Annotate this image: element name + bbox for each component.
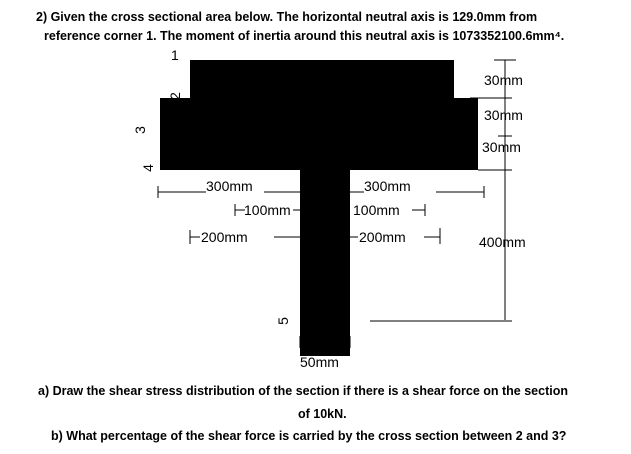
dim-right-30mm-bottom: 30mm (482, 139, 521, 155)
cross-section-shape (160, 60, 478, 356)
part-a-line-1: a) Draw the shear stress distribution of the section if there is a shear force on the section (38, 384, 568, 398)
corner-label-2: 2 (166, 92, 183, 100)
dim-left-300mm: 300mm (206, 178, 253, 194)
dim-left-200mm: 200mm (201, 229, 248, 245)
dim-left-100mm: 100mm (244, 202, 291, 218)
corner-label-1: 1 (171, 47, 179, 63)
corner-label-4: 4 (139, 164, 156, 172)
problem-line-1: 2) Given the cross sectional area below. The horizontal neutral axis is 129.0mm from (36, 10, 538, 24)
dim-right-30mm-mid: 30mm (484, 107, 523, 123)
dim-bottom-50mm: 50mm (300, 354, 339, 370)
dim-right-300mm: 300mm (364, 178, 411, 194)
dim-right-400mm: 400mm (479, 234, 526, 250)
dim-right-200mm: 200mm (359, 229, 406, 245)
dim-right-100mm: 100mm (353, 202, 400, 218)
part-a-line-2: of 10kN. (298, 407, 347, 421)
corner-label-5: 5 (274, 317, 291, 325)
dim-right-30mm-top: 30mm (484, 72, 523, 88)
part-b: b) What percentage of the shear force is carried by the cross section between 2 and 3? (51, 429, 567, 443)
problem-line-2: reference corner 1. The moment of inertia around this neutral axis is 1073352100.6mm⁴. (44, 29, 565, 43)
corner-label-3: 3 (131, 126, 148, 134)
